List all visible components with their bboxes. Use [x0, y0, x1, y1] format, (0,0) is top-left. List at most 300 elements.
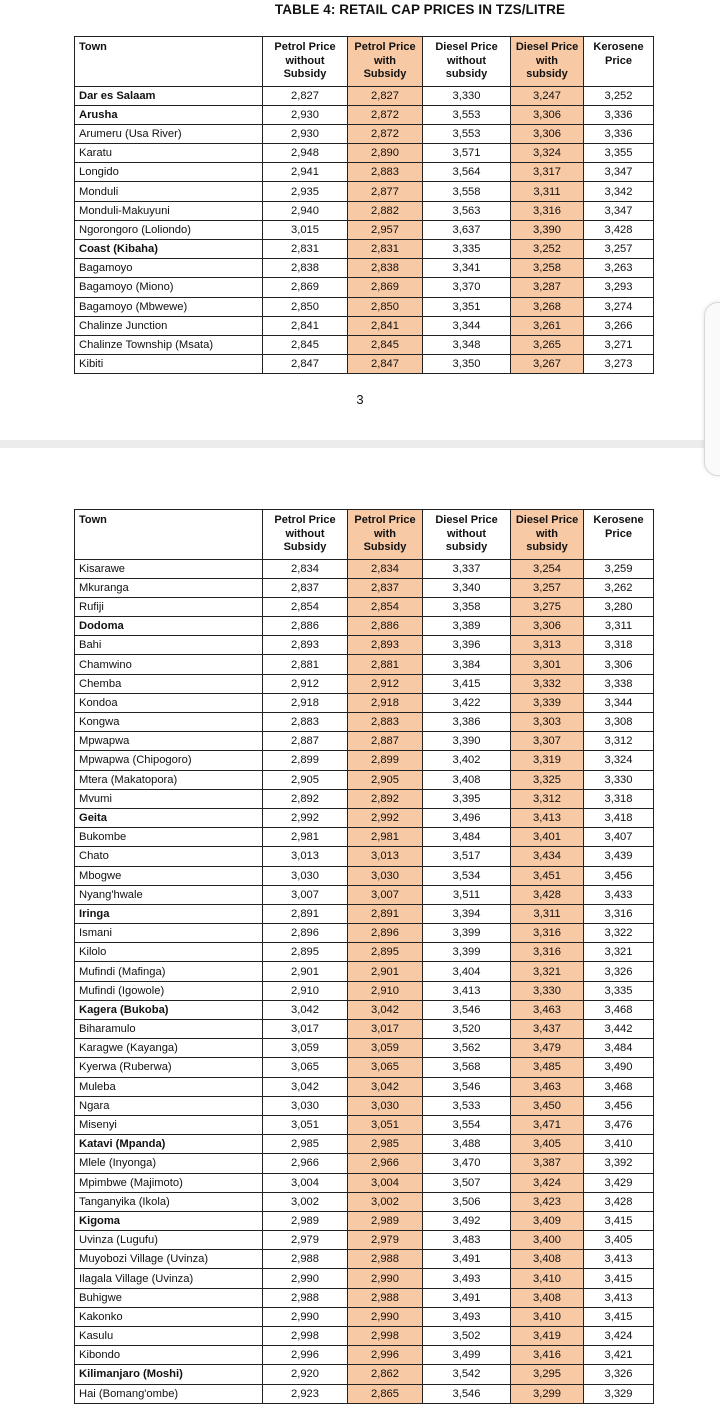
cell-diesel-with-subsidy: 3,316 [511, 924, 584, 943]
cell-diesel-with-subsidy: 3,434 [511, 847, 584, 866]
cell-diesel-with-subsidy: 3,419 [511, 1327, 584, 1346]
cell-petrol-with-subsidy: 2,966 [348, 1154, 423, 1173]
cell-petrol-without-subsidy: 2,831 [263, 240, 348, 259]
cell-diesel-without-subsidy: 3,491 [423, 1250, 511, 1269]
cell-petrol-with-subsidy: 2,841 [348, 316, 423, 335]
cell-town: Kilolo [75, 943, 263, 962]
cell-petrol-with-subsidy: 2,845 [348, 335, 423, 354]
cell-diesel-with-subsidy: 3,311 [511, 182, 584, 201]
cell-petrol-without-subsidy: 2,837 [263, 578, 348, 597]
cell-petrol-without-subsidy: 2,893 [263, 636, 348, 655]
cell-petrol-without-subsidy: 2,869 [263, 278, 348, 297]
cell-town: Chalinze Junction [75, 316, 263, 335]
cell-diesel-without-subsidy: 3,493 [423, 1269, 511, 1288]
header-petrol-without-subsidy: Petrol Price without Subsidy [263, 510, 348, 560]
cell-petrol-without-subsidy: 2,883 [263, 713, 348, 732]
table-row [75, 904, 654, 923]
cell-petrol-with-subsidy: 2,883 [348, 163, 423, 182]
page-number: 3 [356, 392, 364, 407]
cell-town: Coast (Kibaha) [75, 240, 263, 259]
table-row [75, 828, 654, 847]
table-row [75, 1250, 654, 1269]
cell-town: Monduli [75, 182, 263, 201]
cell-diesel-without-subsidy: 3,344 [423, 316, 511, 335]
header-petrol-with-subsidy: Petrol Price with Subsidy [348, 510, 423, 560]
cell-petrol-with-subsidy: 2,896 [348, 924, 423, 943]
cell-petrol-with-subsidy: 3,030 [348, 1096, 423, 1115]
cell-town: Mkuranga [75, 578, 263, 597]
cell-diesel-with-subsidy: 3,306 [511, 105, 584, 124]
cell-kerosene: 3,415 [584, 1307, 654, 1326]
table-row [75, 1211, 654, 1230]
cell-diesel-without-subsidy: 3,404 [423, 962, 511, 981]
cell-petrol-without-subsidy: 2,990 [263, 1269, 348, 1288]
cell-kerosene: 3,484 [584, 1039, 654, 1058]
cell-diesel-without-subsidy: 3,554 [423, 1115, 511, 1134]
cell-diesel-without-subsidy: 3,492 [423, 1211, 511, 1230]
cell-petrol-with-subsidy: 2,877 [348, 182, 423, 201]
cell-town: Mlele (Inyonga) [75, 1154, 263, 1173]
cell-kerosene: 3,410 [584, 1135, 654, 1154]
cell-diesel-with-subsidy: 3,401 [511, 828, 584, 847]
cell-diesel-with-subsidy: 3,410 [511, 1307, 584, 1326]
cell-petrol-with-subsidy: 2,988 [348, 1250, 423, 1269]
cell-petrol-without-subsidy: 2,930 [263, 105, 348, 124]
cell-petrol-without-subsidy: 2,930 [263, 124, 348, 143]
table-row [75, 617, 654, 636]
table-row [75, 335, 654, 354]
cell-petrol-with-subsidy: 2,989 [348, 1211, 423, 1230]
cell-town: Uvinza (Lugufu) [75, 1231, 263, 1250]
cell-town: Buhigwe [75, 1288, 263, 1307]
cell-diesel-without-subsidy: 3,413 [423, 981, 511, 1000]
cell-town: Kilimanjaro (Moshi) [75, 1365, 263, 1384]
table-row [75, 1307, 654, 1326]
cell-diesel-without-subsidy: 3,488 [423, 1135, 511, 1154]
table-row [75, 86, 654, 105]
cell-kerosene: 3,392 [584, 1154, 654, 1173]
table-row [75, 847, 654, 866]
cell-petrol-without-subsidy: 2,941 [263, 163, 348, 182]
cell-kerosene: 3,336 [584, 105, 654, 124]
cell-diesel-with-subsidy: 3,339 [511, 693, 584, 712]
cell-town: Mufindi (Igowole) [75, 981, 263, 1000]
cell-town: Karagwe (Kayanga) [75, 1039, 263, 1058]
table-row [75, 316, 654, 335]
cell-petrol-with-subsidy: 2,850 [348, 297, 423, 316]
table-body-part-2 [75, 559, 654, 1403]
cell-diesel-without-subsidy: 3,408 [423, 770, 511, 789]
cell-diesel-without-subsidy: 3,337 [423, 559, 511, 578]
cell-town: Kyerwa (Ruberwa) [75, 1058, 263, 1077]
cell-petrol-without-subsidy: 2,992 [263, 808, 348, 827]
cell-petrol-with-subsidy: 2,891 [348, 904, 423, 923]
cell-kerosene: 3,274 [584, 297, 654, 316]
cell-diesel-without-subsidy: 3,491 [423, 1288, 511, 1307]
table-row [75, 1365, 654, 1384]
table-row [75, 1077, 654, 1096]
table-row [75, 1039, 654, 1058]
table-row [75, 1231, 654, 1250]
cell-diesel-without-subsidy: 3,395 [423, 789, 511, 808]
cell-petrol-without-subsidy: 2,985 [263, 1135, 348, 1154]
cell-kerosene: 3,259 [584, 559, 654, 578]
table-row [75, 943, 654, 962]
cell-petrol-with-subsidy: 3,007 [348, 885, 423, 904]
cell-kerosene: 3,326 [584, 1365, 654, 1384]
cell-diesel-without-subsidy: 3,340 [423, 578, 511, 597]
cell-petrol-without-subsidy: 2,910 [263, 981, 348, 1000]
cell-petrol-without-subsidy: 3,017 [263, 1020, 348, 1039]
page-separator [0, 440, 720, 448]
cell-petrol-with-subsidy: 2,887 [348, 732, 423, 751]
cell-petrol-with-subsidy: 2,957 [348, 220, 423, 239]
table-row [75, 1173, 654, 1192]
header-kerosene: Kerosene Price [584, 510, 654, 560]
cell-town: Kigoma [75, 1211, 263, 1230]
cell-diesel-without-subsidy: 3,341 [423, 259, 511, 278]
cell-diesel-with-subsidy: 3,307 [511, 732, 584, 751]
cell-diesel-without-subsidy: 3,422 [423, 693, 511, 712]
cell-town: Karatu [75, 144, 263, 163]
cell-diesel-without-subsidy: 3,394 [423, 904, 511, 923]
retail-prices-table-part-2 [74, 509, 654, 1404]
cell-diesel-without-subsidy: 3,568 [423, 1058, 511, 1077]
cell-diesel-without-subsidy: 3,348 [423, 335, 511, 354]
header-petrol-without-subsidy: Petrol Price without Subsidy [263, 37, 348, 87]
cell-kerosene: 3,324 [584, 751, 654, 770]
cell-diesel-with-subsidy: 3,410 [511, 1269, 584, 1288]
cell-petrol-without-subsidy: 3,015 [263, 220, 348, 239]
table-row [75, 751, 654, 770]
table-header-row [75, 510, 654, 560]
cell-diesel-without-subsidy: 3,562 [423, 1039, 511, 1058]
cell-kerosene: 3,347 [584, 163, 654, 182]
cell-petrol-with-subsidy: 2,837 [348, 578, 423, 597]
cell-petrol-without-subsidy: 2,845 [263, 335, 348, 354]
cell-diesel-without-subsidy: 3,553 [423, 105, 511, 124]
cell-diesel-with-subsidy: 3,485 [511, 1058, 584, 1077]
cell-diesel-with-subsidy: 3,387 [511, 1154, 584, 1173]
cell-town: Kakonko [75, 1307, 263, 1326]
table-row [75, 559, 654, 578]
cell-petrol-without-subsidy: 3,013 [263, 847, 348, 866]
cell-town: Mbogwe [75, 866, 263, 885]
cell-petrol-without-subsidy: 2,923 [263, 1384, 348, 1403]
cell-diesel-with-subsidy: 3,312 [511, 789, 584, 808]
cell-petrol-with-subsidy: 2,988 [348, 1288, 423, 1307]
cell-petrol-without-subsidy: 3,030 [263, 866, 348, 885]
cell-town: Kagera (Bukoba) [75, 1000, 263, 1019]
cell-town: Kibiti [75, 355, 263, 374]
cell-kerosene: 3,344 [584, 693, 654, 712]
cell-kerosene: 3,326 [584, 962, 654, 981]
table-row [75, 144, 654, 163]
table-row [75, 1269, 654, 1288]
cell-petrol-with-subsidy: 2,872 [348, 105, 423, 124]
cell-diesel-with-subsidy: 3,451 [511, 866, 584, 885]
cell-diesel-without-subsidy: 3,546 [423, 1077, 511, 1096]
cell-diesel-without-subsidy: 3,484 [423, 828, 511, 847]
header-town: Town [75, 510, 263, 560]
cell-diesel-with-subsidy: 3,313 [511, 636, 584, 655]
cell-town: Chamwino [75, 655, 263, 674]
table-row [75, 1000, 654, 1019]
table-row [75, 201, 654, 220]
cell-petrol-without-subsidy: 2,834 [263, 559, 348, 578]
cell-petrol-with-subsidy: 3,004 [348, 1173, 423, 1192]
cell-kerosene: 3,355 [584, 144, 654, 163]
cell-petrol-with-subsidy: 2,990 [348, 1307, 423, 1326]
cell-diesel-without-subsidy: 3,330 [423, 86, 511, 105]
cell-petrol-with-subsidy: 2,869 [348, 278, 423, 297]
table-row [75, 297, 654, 316]
cell-town: Hai (Bomang'ombe) [75, 1384, 263, 1403]
cell-diesel-with-subsidy: 3,301 [511, 655, 584, 674]
cell-petrol-with-subsidy: 3,013 [348, 847, 423, 866]
cell-petrol-with-subsidy: 3,030 [348, 866, 423, 885]
cell-petrol-with-subsidy: 2,890 [348, 144, 423, 163]
cell-petrol-without-subsidy: 3,059 [263, 1039, 348, 1058]
cell-petrol-with-subsidy: 2,996 [348, 1346, 423, 1365]
cell-town: Chato [75, 847, 263, 866]
table-row [75, 1288, 654, 1307]
cell-petrol-without-subsidy: 2,905 [263, 770, 348, 789]
cell-town: Geita [75, 808, 263, 827]
cell-town: Misenyi [75, 1115, 263, 1134]
cell-kerosene: 3,266 [584, 316, 654, 335]
cell-diesel-without-subsidy: 3,415 [423, 674, 511, 693]
header-petrol-with-subsidy: Petrol Price with Subsidy [348, 37, 423, 87]
cell-petrol-without-subsidy: 2,841 [263, 316, 348, 335]
cell-kerosene: 3,263 [584, 259, 654, 278]
cell-petrol-with-subsidy: 2,905 [348, 770, 423, 789]
cell-diesel-with-subsidy: 3,325 [511, 770, 584, 789]
cell-petrol-with-subsidy: 2,838 [348, 259, 423, 278]
cell-petrol-with-subsidy: 3,059 [348, 1039, 423, 1058]
cell-kerosene: 3,415 [584, 1269, 654, 1288]
cell-diesel-with-subsidy: 3,247 [511, 86, 584, 105]
cell-diesel-with-subsidy: 3,316 [511, 201, 584, 220]
cell-town: Nyang'hwale [75, 885, 263, 904]
cell-diesel-with-subsidy: 3,306 [511, 124, 584, 143]
cell-town: Dar es Salaam [75, 86, 263, 105]
table-row [75, 1384, 654, 1403]
cell-kerosene: 3,273 [584, 355, 654, 374]
table-row [75, 866, 654, 885]
cell-petrol-without-subsidy: 2,892 [263, 789, 348, 808]
cell-diesel-with-subsidy: 3,261 [511, 316, 584, 335]
cell-town: Chemba [75, 674, 263, 693]
cell-petrol-without-subsidy: 2,899 [263, 751, 348, 770]
cell-diesel-without-subsidy: 3,546 [423, 1384, 511, 1403]
table-row [75, 124, 654, 143]
cell-diesel-with-subsidy: 3,321 [511, 962, 584, 981]
cell-petrol-with-subsidy: 2,886 [348, 617, 423, 636]
scroll-side-handle[interactable] [704, 302, 720, 476]
cell-town: Ngorongoro (Loliondo) [75, 220, 263, 239]
table-row [75, 578, 654, 597]
cell-petrol-with-subsidy: 2,901 [348, 962, 423, 981]
cell-kerosene: 3,413 [584, 1250, 654, 1269]
cell-diesel-with-subsidy: 3,257 [511, 578, 584, 597]
cell-petrol-with-subsidy: 2,899 [348, 751, 423, 770]
table-row [75, 355, 654, 374]
table-row [75, 885, 654, 904]
cell-petrol-with-subsidy: 2,895 [348, 943, 423, 962]
table-row [75, 1115, 654, 1134]
cell-kerosene: 3,424 [584, 1327, 654, 1346]
cell-town: Kondoa [75, 693, 263, 712]
cell-petrol-with-subsidy: 3,051 [348, 1115, 423, 1134]
table-row [75, 105, 654, 124]
cell-petrol-without-subsidy: 2,981 [263, 828, 348, 847]
cell-kerosene: 3,415 [584, 1211, 654, 1230]
cell-kerosene: 3,336 [584, 124, 654, 143]
cell-diesel-without-subsidy: 3,506 [423, 1192, 511, 1211]
table-row [75, 693, 654, 712]
cell-kerosene: 3,456 [584, 1096, 654, 1115]
cell-kerosene: 3,421 [584, 1346, 654, 1365]
table-row [75, 1346, 654, 1365]
cell-diesel-without-subsidy: 3,402 [423, 751, 511, 770]
cell-diesel-without-subsidy: 3,493 [423, 1307, 511, 1326]
table-body-part-1 [75, 86, 654, 374]
cell-petrol-without-subsidy: 2,854 [263, 597, 348, 616]
table-row [75, 732, 654, 751]
cell-diesel-with-subsidy: 3,463 [511, 1000, 584, 1019]
cell-diesel-without-subsidy: 3,358 [423, 597, 511, 616]
table-title: TABLE 4: RETAIL CAP PRICES IN TZS/LITRE [274, 2, 566, 17]
cell-diesel-without-subsidy: 3,637 [423, 220, 511, 239]
cell-town: Muyobozi Village (Uvinza) [75, 1250, 263, 1269]
cell-petrol-with-subsidy: 2,827 [348, 86, 423, 105]
cell-town: Ilagala Village (Uvinza) [75, 1269, 263, 1288]
cell-diesel-with-subsidy: 3,252 [511, 240, 584, 259]
cell-diesel-with-subsidy: 3,416 [511, 1346, 584, 1365]
cell-diesel-with-subsidy: 3,324 [511, 144, 584, 163]
cell-town: Kasulu [75, 1327, 263, 1346]
cell-kerosene: 3,316 [584, 904, 654, 923]
table-row [75, 1096, 654, 1115]
cell-town: Arumeru (Usa River) [75, 124, 263, 143]
cell-town: Chalinze Township (Msata) [75, 335, 263, 354]
table-row [75, 789, 654, 808]
cell-diesel-with-subsidy: 3,409 [511, 1211, 584, 1230]
cell-diesel-with-subsidy: 3,423 [511, 1192, 584, 1211]
header-diesel-without-subsidy: Diesel Price without subsidy [423, 37, 511, 87]
cell-petrol-with-subsidy: 2,990 [348, 1269, 423, 1288]
cell-diesel-with-subsidy: 3,316 [511, 943, 584, 962]
cell-diesel-with-subsidy: 3,450 [511, 1096, 584, 1115]
cell-town: Katavi (Mpanda) [75, 1135, 263, 1154]
cell-petrol-with-subsidy: 2,834 [348, 559, 423, 578]
cell-petrol-without-subsidy: 2,847 [263, 355, 348, 374]
cell-town: Dodoma [75, 617, 263, 636]
cell-diesel-without-subsidy: 3,499 [423, 1346, 511, 1365]
table-row [75, 240, 654, 259]
cell-kerosene: 3,335 [584, 981, 654, 1000]
cell-town: Mtera (Makatopora) [75, 770, 263, 789]
cell-diesel-with-subsidy: 3,330 [511, 981, 584, 1000]
table-header-row [75, 37, 654, 87]
cell-town: Kongwa [75, 713, 263, 732]
table-row [75, 808, 654, 827]
cell-petrol-without-subsidy: 2,989 [263, 1211, 348, 1230]
cell-diesel-with-subsidy: 3,275 [511, 597, 584, 616]
cell-kerosene: 3,312 [584, 732, 654, 751]
cell-diesel-with-subsidy: 3,408 [511, 1250, 584, 1269]
cell-petrol-with-subsidy: 2,985 [348, 1135, 423, 1154]
cell-petrol-without-subsidy: 2,896 [263, 924, 348, 943]
retail-prices-table-part-1 [74, 36, 654, 374]
cell-petrol-with-subsidy: 2,992 [348, 808, 423, 827]
cell-diesel-with-subsidy: 3,258 [511, 259, 584, 278]
cell-diesel-without-subsidy: 3,564 [423, 163, 511, 182]
cell-diesel-without-subsidy: 3,502 [423, 1327, 511, 1346]
cell-kerosene: 3,342 [584, 182, 654, 201]
cell-town: Iringa [75, 904, 263, 923]
cell-kerosene: 3,257 [584, 240, 654, 259]
cell-petrol-without-subsidy: 2,912 [263, 674, 348, 693]
cell-diesel-without-subsidy: 3,399 [423, 943, 511, 962]
cell-kerosene: 3,311 [584, 617, 654, 636]
header-diesel-with-subsidy: Diesel Price with subsidy [511, 510, 584, 560]
document-page-top [0, 0, 720, 442]
cell-petrol-without-subsidy: 3,051 [263, 1115, 348, 1134]
cell-kerosene: 3,347 [584, 201, 654, 220]
table-row [75, 674, 654, 693]
cell-diesel-with-subsidy: 3,332 [511, 674, 584, 693]
cell-diesel-with-subsidy: 3,317 [511, 163, 584, 182]
cell-petrol-without-subsidy: 2,920 [263, 1365, 348, 1384]
cell-diesel-without-subsidy: 3,563 [423, 201, 511, 220]
cell-diesel-without-subsidy: 3,351 [423, 297, 511, 316]
cell-town: Kibondo [75, 1346, 263, 1365]
cell-diesel-without-subsidy: 3,399 [423, 924, 511, 943]
cell-petrol-without-subsidy: 2,891 [263, 904, 348, 923]
cell-petrol-without-subsidy: 2,996 [263, 1346, 348, 1365]
header-diesel-with-subsidy: Diesel Price with subsidy [511, 37, 584, 87]
cell-petrol-without-subsidy: 2,979 [263, 1231, 348, 1250]
cell-diesel-without-subsidy: 3,517 [423, 847, 511, 866]
table-row [75, 962, 654, 981]
cell-town: Mufindi (Mafinga) [75, 962, 263, 981]
cell-petrol-without-subsidy: 2,940 [263, 201, 348, 220]
cell-petrol-with-subsidy: 2,847 [348, 355, 423, 374]
cell-diesel-with-subsidy: 3,424 [511, 1173, 584, 1192]
cell-diesel-without-subsidy: 3,470 [423, 1154, 511, 1173]
cell-petrol-with-subsidy: 2,979 [348, 1231, 423, 1250]
cell-petrol-without-subsidy: 3,004 [263, 1173, 348, 1192]
cell-kerosene: 3,280 [584, 597, 654, 616]
cell-petrol-without-subsidy: 3,030 [263, 1096, 348, 1115]
cell-petrol-without-subsidy: 2,838 [263, 259, 348, 278]
table-row [75, 655, 654, 674]
cell-diesel-with-subsidy: 3,405 [511, 1135, 584, 1154]
cell-kerosene: 3,318 [584, 789, 654, 808]
cell-kerosene: 3,407 [584, 828, 654, 847]
table-row [75, 182, 654, 201]
cell-diesel-with-subsidy: 3,413 [511, 808, 584, 827]
cell-petrol-with-subsidy: 3,017 [348, 1020, 423, 1039]
cell-diesel-without-subsidy: 3,571 [423, 144, 511, 163]
cell-diesel-without-subsidy: 3,558 [423, 182, 511, 201]
cell-petrol-without-subsidy: 3,007 [263, 885, 348, 904]
cell-diesel-with-subsidy: 3,437 [511, 1020, 584, 1039]
cell-kerosene: 3,306 [584, 655, 654, 674]
cell-kerosene: 3,308 [584, 713, 654, 732]
